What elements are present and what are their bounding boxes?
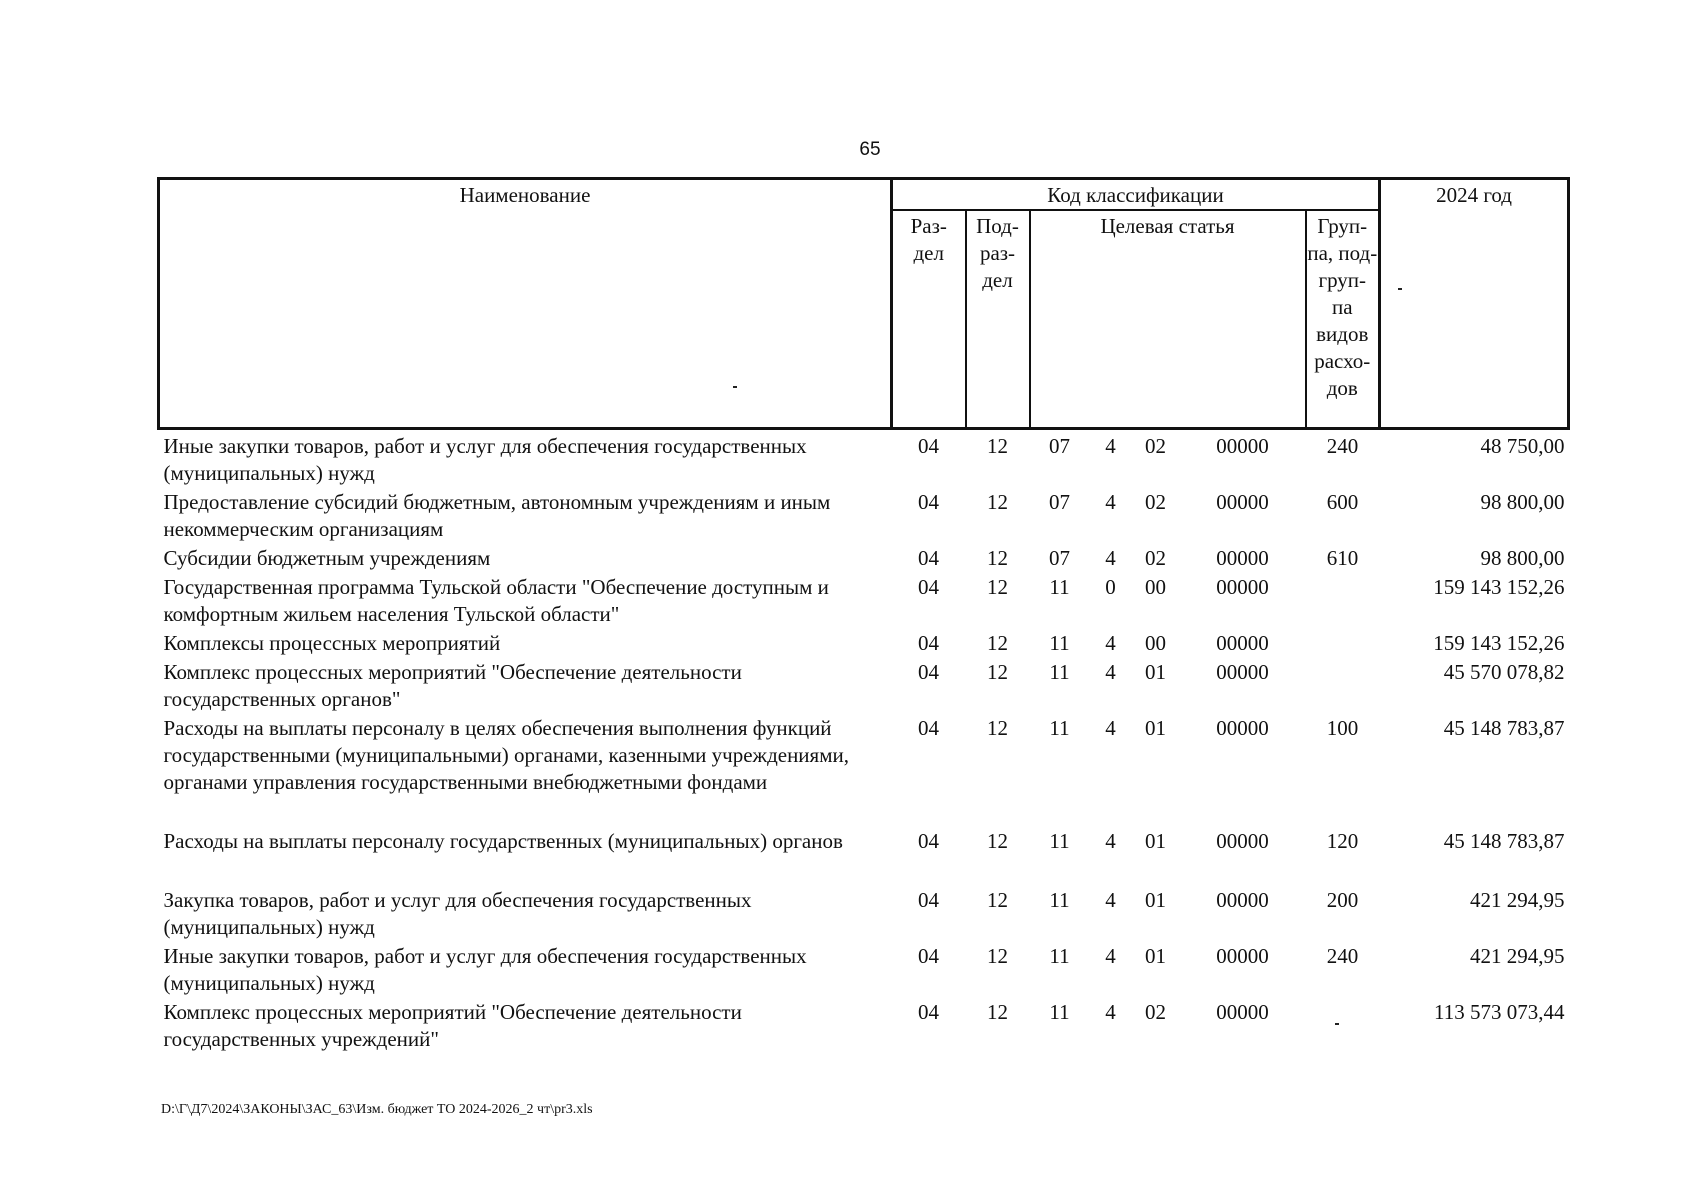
- row-target-event: 02: [1145, 546, 1166, 570]
- row-name: Комплекс процессных мероприятий "Обеспечение деятельности государственных учреждений": [163, 1000, 742, 1051]
- row-podrazdel: 12: [987, 490, 1008, 514]
- row-razdel: 04: [918, 829, 939, 853]
- row-name: Государственная программа Тульской области "Обеспечение доступным и комфортным жильем населения Тульской области": [163, 575, 829, 626]
- scan-speck: [733, 386, 737, 388]
- table-row: [159, 628, 1569, 657]
- row-podrazdel: 12: [987, 944, 1008, 968]
- row-target-program: 11: [1049, 829, 1070, 853]
- row-expense-group: 240: [1326, 434, 1359, 458]
- header-classification-code: Код классификации: [892, 179, 1380, 211]
- row-expense-group: [1306, 572, 1380, 628]
- row-target-direction: 00000: [1216, 546, 1269, 570]
- row-target-direction: 00000: [1216, 829, 1269, 853]
- row-target-direction: 00000: [1216, 575, 1269, 599]
- row-target-program: 11: [1049, 631, 1070, 655]
- scan-speck: [1335, 1023, 1339, 1025]
- table-row: [159, 826, 1569, 885]
- row-target-type: 4: [1105, 660, 1116, 684]
- row-razdel: 04: [918, 434, 939, 458]
- scan-speck: [1398, 288, 1402, 290]
- row-target-direction: 00000: [1216, 944, 1269, 968]
- row-expense-group: [1306, 628, 1380, 657]
- row-target-direction: 00000: [1216, 660, 1269, 684]
- row-target-direction: 00000: [1216, 716, 1269, 740]
- row-expense-group: [1306, 657, 1380, 713]
- row-target-direction: 00000: [1216, 888, 1269, 912]
- row-target-event: 02: [1145, 434, 1166, 458]
- row-target-event: 01: [1145, 716, 1166, 740]
- row-podrazdel: 12: [987, 888, 1008, 912]
- row-target-direction: 00000: [1216, 1000, 1269, 1024]
- row-name: Иные закупки товаров, работ и услуг для обеспечения государственных (муниципальных) нужд: [163, 434, 807, 485]
- row-expense-group: 120: [1326, 829, 1359, 853]
- table-row: [159, 713, 1569, 826]
- row-podrazdel: 12: [987, 575, 1008, 599]
- row-podrazdel: 12: [987, 716, 1008, 740]
- row-sum: 421 294,95: [1470, 888, 1565, 912]
- row-target-program: 11: [1049, 660, 1070, 684]
- row-expense-group: 100: [1326, 716, 1359, 740]
- row-podrazdel: 12: [987, 434, 1008, 458]
- header-name: Наименование: [159, 179, 892, 429]
- header-expense-group: Груп- па, под- груп- па видов расхо- дов: [1306, 210, 1380, 429]
- row-expense-group: 200: [1326, 888, 1359, 912]
- row-target-event: 02: [1145, 1000, 1166, 1024]
- row-name: Иные закупки товаров, работ и услуг для обеспечения государственных (муниципальных) нужд: [163, 944, 807, 995]
- row-target-type: 4: [1105, 829, 1116, 853]
- table-row: [159, 885, 1569, 941]
- row-sum: 45 148 783,87: [1443, 829, 1565, 853]
- row-name: Расходы на выплаты персоналу государственных (муниципальных) органов: [163, 829, 843, 853]
- header-year: 2024 год: [1380, 179, 1569, 429]
- row-sum: 48 750,00: [1480, 434, 1565, 458]
- row-name: Комплексы процессных мероприятий: [163, 631, 501, 655]
- row-target-type: 4: [1105, 888, 1116, 912]
- row-podrazdel: 12: [987, 631, 1008, 655]
- row-target-program: 11: [1049, 1000, 1070, 1024]
- row-razdel: 04: [918, 888, 939, 912]
- row-target-event: 00: [1145, 575, 1166, 599]
- row-sum: 159 143 152,26: [1433, 631, 1565, 655]
- row-target-program: 11: [1049, 716, 1070, 740]
- row-podrazdel: 12: [987, 829, 1008, 853]
- row-razdel: 04: [918, 716, 939, 740]
- table-row: [159, 657, 1569, 713]
- row-razdel: 04: [918, 631, 939, 655]
- row-target-event: 01: [1145, 660, 1166, 684]
- row-name: Предоставление субсидий бюджетным, автономным учреждениям и иным некоммерческим организациям: [163, 490, 831, 541]
- row-sum: 159 143 152,26: [1433, 575, 1565, 599]
- page-number: 65: [859, 139, 881, 160]
- row-target-event: 01: [1145, 944, 1166, 968]
- row-target-event: 01: [1145, 888, 1166, 912]
- file-path-footer: D:\Г\Д7\2024\ЗАКОНЫ\ЗАС_63\Изм. бюджет ТО 2024-2026_2 чт\pr3.xls: [161, 1102, 593, 1117]
- row-razdel: 04: [918, 490, 939, 514]
- row-razdel: 04: [918, 944, 939, 968]
- row-target-direction: 00000: [1216, 434, 1269, 458]
- row-razdel: 04: [918, 546, 939, 570]
- row-target-type: 4: [1105, 1000, 1116, 1024]
- row-podrazdel: 12: [987, 546, 1008, 570]
- row-target-type: 4: [1105, 631, 1116, 655]
- row-podrazdel: 12: [987, 1000, 1008, 1024]
- row-razdel: 04: [918, 1000, 939, 1024]
- row-name: Комплекс процессных мероприятий "Обеспечение деятельности государственных органов": [163, 660, 742, 711]
- row-target-direction: 00000: [1216, 631, 1269, 655]
- row-target-program: 11: [1049, 575, 1070, 599]
- table-row: [159, 941, 1569, 997]
- row-expense-group: 240: [1326, 944, 1359, 968]
- table-body: [159, 429, 1569, 1054]
- row-expense-group: [1306, 997, 1380, 1053]
- row-sum: 421 294,95: [1470, 944, 1565, 968]
- row-target-event: 01: [1145, 829, 1166, 853]
- table-row: [159, 487, 1569, 543]
- row-podrazdel: 12: [987, 660, 1008, 684]
- row-target-type: 4: [1105, 490, 1116, 514]
- header-target-article: Целевая статья: [1030, 210, 1306, 429]
- row-target-program: 07: [1049, 490, 1070, 514]
- row-expense-group: 600: [1326, 490, 1359, 514]
- budget-table: [157, 177, 1570, 1053]
- row-target-direction: 00000: [1216, 490, 1269, 514]
- header-podrazdel: Под- раз- дел: [966, 210, 1030, 429]
- row-razdel: 04: [918, 660, 939, 684]
- table-row: [159, 572, 1569, 628]
- row-target-program: 11: [1049, 888, 1070, 912]
- row-razdel: 04: [918, 575, 939, 599]
- header-razdel: Раз- дел: [892, 210, 966, 429]
- table-row: [159, 543, 1569, 572]
- row-target-event: 02: [1145, 490, 1166, 514]
- row-name: Расходы на выплаты персоналу в целях обеспечения выполнения функций государственными (муниципальными) органами, казенными учреждениями, органами управления государственными внебюджетными фондами: [163, 716, 849, 794]
- row-target-type: 4: [1105, 944, 1116, 968]
- row-target-event: 00: [1145, 631, 1166, 655]
- row-target-type: 4: [1105, 716, 1116, 740]
- table-row: [159, 429, 1569, 488]
- row-sum: 98 800,00: [1480, 490, 1565, 514]
- row-expense-group: 610: [1326, 546, 1359, 570]
- row-sum: 45 570 078,82: [1443, 660, 1565, 684]
- row-target-type: 0: [1105, 575, 1116, 599]
- row-sum: 113 573 073,44: [1434, 1000, 1565, 1024]
- table-header: [159, 179, 1569, 429]
- row-name: Закупка товаров, работ и услуг для обеспечения государственных (муниципальных) нужд: [163, 888, 752, 939]
- row-name: Субсидии бюджетным учреждениям: [163, 546, 491, 570]
- row-target-program: 07: [1049, 546, 1070, 570]
- row-target-type: 4: [1105, 546, 1116, 570]
- table-row: [159, 997, 1569, 1053]
- row-target-type: 4: [1105, 434, 1116, 458]
- row-sum: 45 148 783,87: [1443, 716, 1565, 740]
- row-target-program: 07: [1049, 434, 1070, 458]
- row-target-program: 11: [1049, 944, 1070, 968]
- row-sum: 98 800,00: [1480, 546, 1565, 570]
